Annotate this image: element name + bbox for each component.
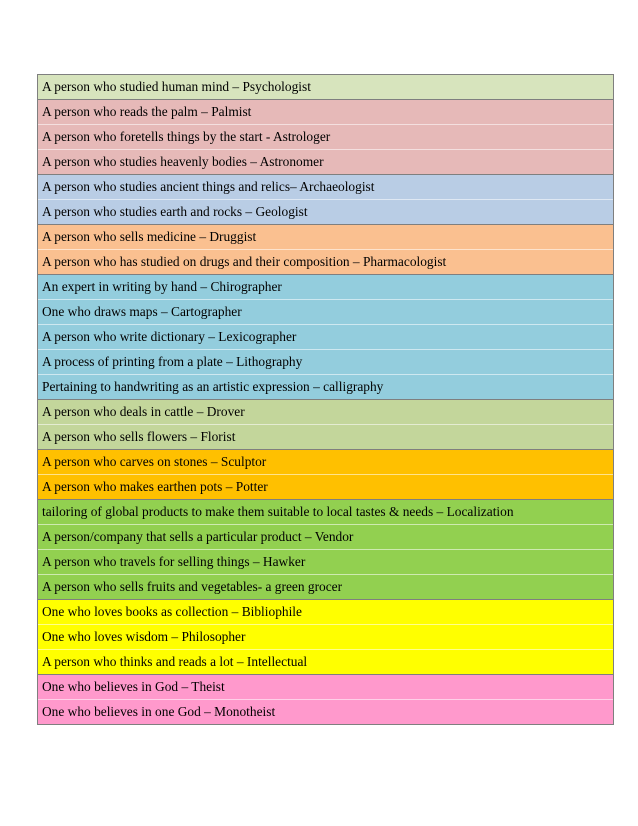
table-row: A person who travels for selling things – Hawker — [38, 550, 613, 575]
table-row: A person who foretells things by the start - Astrologer — [38, 125, 613, 150]
table-row: A person who carves on stones – Sculptor — [38, 450, 613, 475]
table-row: One who loves books as collection – Bibliophile — [38, 600, 613, 625]
table-row: One who loves wisdom – Philosopher — [38, 625, 613, 650]
table-row: A person/company that sells a particular product – Vendor — [38, 525, 613, 550]
table-row: A person who makes earthen pots – Potter — [42, 479, 268, 494]
table-row-group — [37, 450, 614, 500]
table-row: One who believes in God – Theist — [38, 675, 613, 700]
table-row-group — [37, 500, 614, 600]
table-row: A person who studies ancient things and relics– Archaeologist — [38, 175, 613, 200]
table-row: A process of printing from a plate – Lithography — [38, 350, 613, 375]
table-row: An expert in writing by hand – Chirographer — [38, 275, 613, 300]
vocabulary-table — [37, 74, 614, 725]
table-row-group — [37, 225, 614, 275]
table-row: One who believes in one God – Monotheist — [42, 704, 276, 719]
table-row-group — [37, 400, 614, 450]
table-row-group — [37, 600, 614, 675]
table-row: One who draws maps – Cartographer — [38, 300, 613, 325]
table-row: A person who sells fruits and vegetables- a green grocer — [42, 579, 343, 594]
table-row-group — [37, 175, 614, 225]
table-row-group — [37, 75, 614, 100]
table-row-group — [37, 675, 614, 725]
table-row: A person who has studied on drugs and their composition – Pharmacologist — [42, 254, 447, 269]
table-row: A person who studied human mind – Psychologist — [42, 79, 311, 94]
table-row: Pertaining to handwriting as an artistic expression – calligraphy — [42, 379, 384, 394]
table-row: tailoring of global products to make them suitable to local tastes & needs – Localization — [38, 500, 613, 525]
table-row-group — [37, 100, 614, 175]
table-row: A person who studies earth and rocks – Geologist — [42, 204, 308, 219]
table-row: A person who deals in cattle – Drover — [38, 400, 613, 425]
table-row: A person who sells flowers – Florist — [42, 429, 236, 444]
table-row: A person who sells medicine – Druggist — [38, 225, 613, 250]
table-row: A person who reads the palm – Palmist — [38, 100, 613, 125]
table-row: A person who write dictionary – Lexicographer — [38, 325, 613, 350]
table-row: A person who studies heavenly bodies – Astronomer — [42, 154, 324, 169]
table-row: A person who thinks and reads a lot – Intellectual — [42, 654, 308, 669]
table-row-group — [37, 275, 614, 400]
